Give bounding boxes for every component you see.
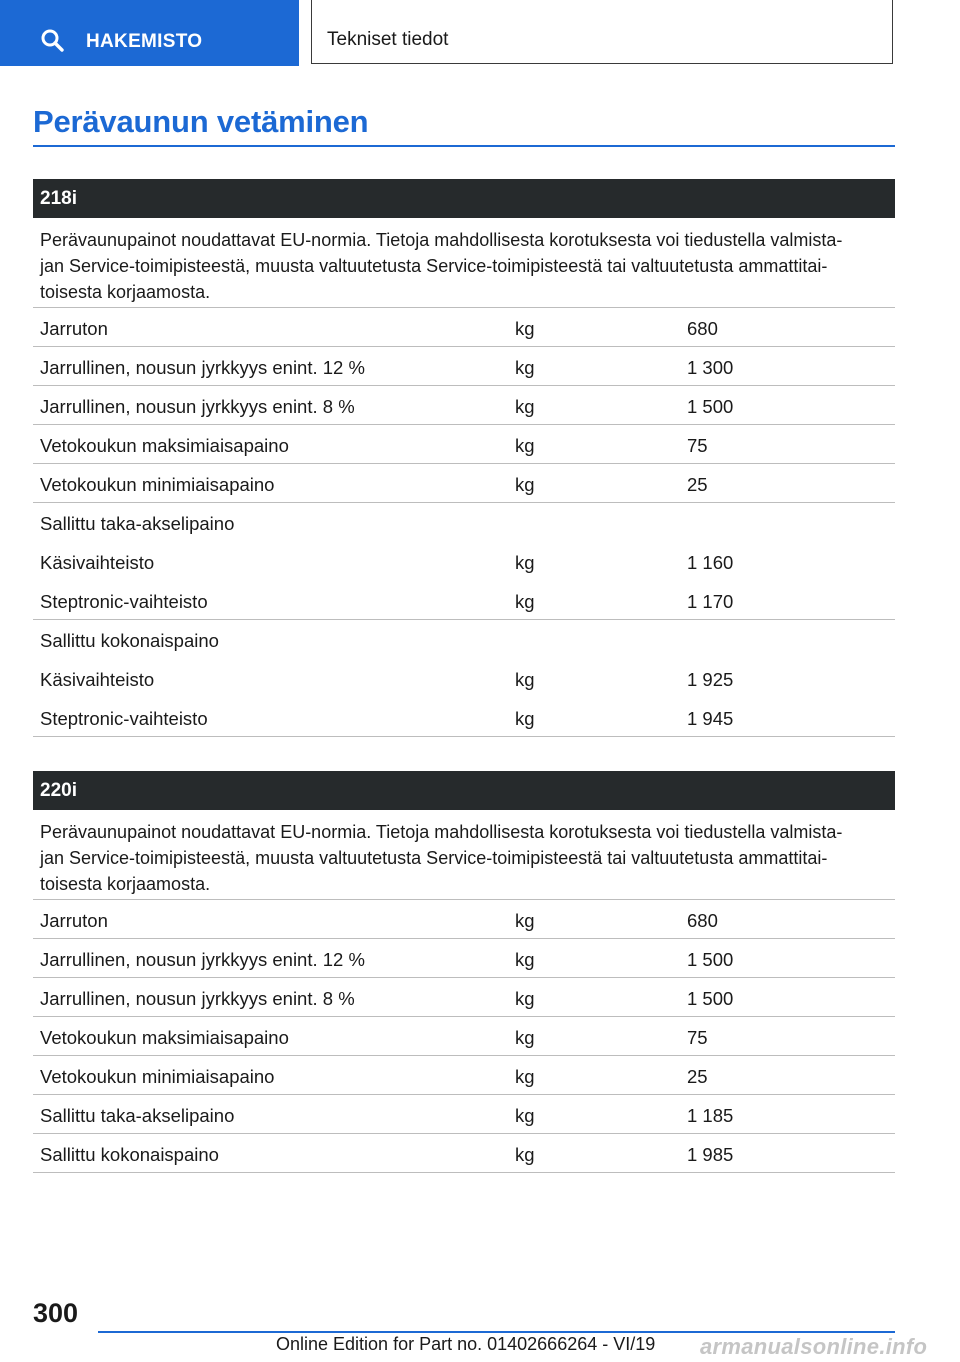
table-row bbox=[33, 978, 895, 1017]
table-row bbox=[33, 308, 895, 347]
page-title: Perävaunun vetäminen bbox=[33, 104, 369, 139]
row-value: 1 500 bbox=[687, 949, 734, 970]
row-label: Vetokoukun minimiaisapaino bbox=[40, 474, 275, 495]
table-row bbox=[33, 464, 895, 503]
row-unit: kg bbox=[515, 1027, 535, 1048]
page-number: 300 bbox=[33, 1298, 79, 1328]
table-row bbox=[33, 1095, 895, 1134]
block-header: 218i bbox=[33, 179, 895, 218]
row-value: 1 500 bbox=[687, 988, 734, 1009]
row-unit: kg bbox=[515, 708, 535, 729]
table-group-heading bbox=[33, 503, 895, 542]
footer-divider bbox=[98, 1331, 895, 1333]
row-value: 1 170 bbox=[687, 591, 734, 612]
row-value: 1 985 bbox=[687, 1144, 734, 1165]
row-label: Steptronic-vaihteisto bbox=[40, 591, 208, 612]
note-line: jan Service-toimipisteestä, muusta valtuutetusta Service-toimipisteestä tai valtuutetusta ammattitai- bbox=[40, 256, 828, 276]
search-icon bbox=[40, 28, 64, 52]
watermark: armanualsonline.info bbox=[700, 1334, 928, 1359]
row-value: 1 160 bbox=[687, 552, 734, 573]
note-line: Perävaunupainot noudattavat EU-normia. Tietoja mahdollisesta korotuksesta voi tiedustella valmista- bbox=[40, 230, 843, 250]
row-label: Sallittu kokonaispaino bbox=[40, 630, 219, 651]
spec-block-220i bbox=[33, 771, 895, 1173]
table-row bbox=[33, 425, 895, 464]
row-unit: kg bbox=[515, 1144, 535, 1165]
table-row bbox=[33, 542, 895, 581]
block-note bbox=[33, 218, 895, 308]
row-unit: kg bbox=[515, 396, 535, 417]
row-unit: kg bbox=[515, 910, 535, 931]
row-label: Jarruton bbox=[40, 910, 108, 931]
row-value: 25 bbox=[687, 1066, 708, 1087]
row-label: Käsivaihteisto bbox=[40, 552, 155, 573]
note-line: toisesta korjaamosta. bbox=[40, 874, 211, 894]
edition-note: Online Edition for Part no. 01402666264 - VI/19 bbox=[276, 1334, 656, 1354]
table-row bbox=[33, 1056, 895, 1095]
row-value: 1 185 bbox=[687, 1105, 734, 1126]
table-row bbox=[33, 347, 895, 386]
row-value: 1 925 bbox=[687, 669, 734, 690]
row-unit: kg bbox=[515, 357, 535, 378]
row-label: Steptronic-vaihteisto bbox=[40, 708, 208, 729]
section-tab-label: Tekniset tiedot bbox=[327, 29, 449, 50]
row-label: Sallittu taka-akselipaino bbox=[40, 1105, 235, 1126]
table-row bbox=[33, 659, 895, 698]
note-line: Perävaunupainot noudattavat EU-normia. Tietoja mahdollisesta korotuksesta voi tiedustella valmista- bbox=[40, 822, 843, 842]
row-value: 25 bbox=[687, 474, 708, 495]
note-line: jan Service-toimipisteestä, muusta valtuutetusta Service-toimipisteestä tai valtuutetusta ammattitai- bbox=[40, 848, 828, 868]
row-value: 1 300 bbox=[687, 357, 734, 378]
block-note bbox=[33, 810, 895, 900]
spec-block-218i bbox=[33, 179, 895, 737]
title-divider bbox=[33, 145, 895, 147]
row-label: Sallittu kokonaispaino bbox=[40, 1144, 219, 1165]
note-line: toisesta korjaamosta. bbox=[40, 282, 211, 302]
index-button-label: HAKEMISTO bbox=[86, 31, 203, 52]
row-label: Jarrullinen, nousun jyrkkyys enint. 8 % bbox=[40, 988, 355, 1009]
row-unit: kg bbox=[515, 552, 535, 573]
index-button[interactable] bbox=[0, 0, 299, 66]
table-row bbox=[33, 939, 895, 978]
row-value: 75 bbox=[687, 435, 708, 456]
row-value: 680 bbox=[687, 318, 718, 339]
row-label: Vetokoukun minimiaisapaino bbox=[40, 1066, 275, 1087]
row-unit: kg bbox=[515, 1066, 535, 1087]
table-row bbox=[33, 900, 895, 939]
row-label: Sallittu taka-akselipaino bbox=[40, 513, 235, 534]
table-row bbox=[33, 386, 895, 425]
row-label: Jarrullinen, nousun jyrkkyys enint. 12 % bbox=[40, 949, 365, 970]
row-label: Jarruton bbox=[40, 318, 108, 339]
row-value: 1 945 bbox=[687, 708, 734, 729]
table-group-heading bbox=[33, 620, 895, 659]
top-bar bbox=[0, 0, 960, 66]
row-unit: kg bbox=[515, 474, 535, 495]
row-unit: kg bbox=[515, 1105, 535, 1126]
row-value: 1 500 bbox=[687, 396, 734, 417]
row-value: 75 bbox=[687, 1027, 708, 1048]
table-row bbox=[33, 1017, 895, 1056]
row-unit: kg bbox=[515, 435, 535, 456]
table-row bbox=[33, 698, 895, 737]
row-unit: kg bbox=[515, 591, 535, 612]
row-label: Jarrullinen, nousun jyrkkyys enint. 8 % bbox=[40, 396, 355, 417]
section-tab[interactable] bbox=[311, 0, 893, 64]
row-label: Jarrullinen, nousun jyrkkyys enint. 12 % bbox=[40, 357, 365, 378]
row-label: Vetokoukun maksimiaisapaino bbox=[40, 435, 289, 456]
row-unit: kg bbox=[515, 949, 535, 970]
row-label: Käsivaihteisto bbox=[40, 669, 155, 690]
row-label: Vetokoukun maksimiaisapaino bbox=[40, 1027, 289, 1048]
row-unit: kg bbox=[515, 318, 535, 339]
block-header: 220i bbox=[33, 771, 895, 810]
row-unit: kg bbox=[515, 988, 535, 1009]
row-value: 680 bbox=[687, 910, 718, 931]
row-unit: kg bbox=[515, 669, 535, 690]
table-row bbox=[33, 1134, 895, 1173]
table-row bbox=[33, 581, 895, 620]
